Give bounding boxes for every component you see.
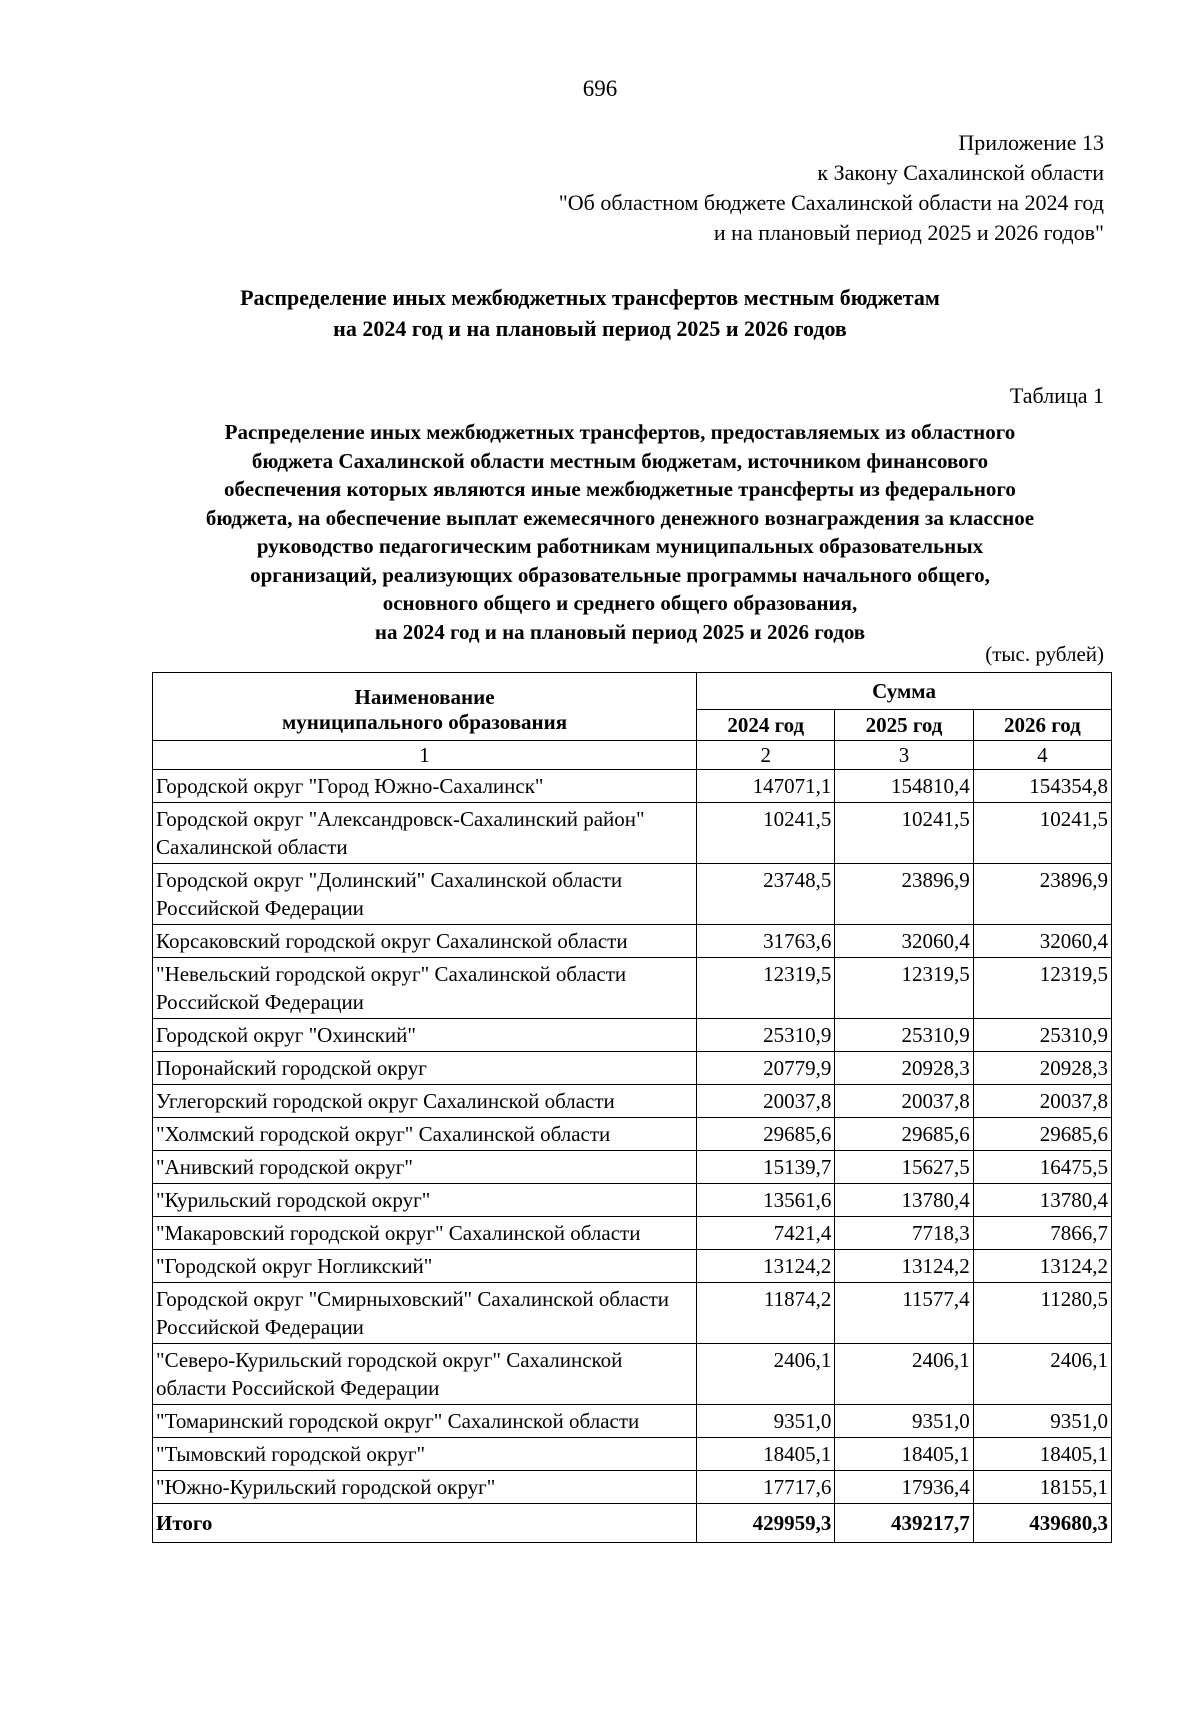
table-row <box>153 1471 1112 1504</box>
value-2025: 17936,4 <box>835 1471 973 1504</box>
value-2025: 15627,5 <box>835 1151 973 1184</box>
value-2026: 13780,4 <box>973 1184 1111 1217</box>
column-index: 4 <box>973 741 1111 770</box>
value-2024: 20037,8 <box>697 1085 835 1118</box>
value-2024: 7421,4 <box>697 1217 835 1250</box>
value-2024: 15139,7 <box>697 1151 835 1184</box>
value-2024: 12319,5 <box>697 958 835 1019</box>
table-row <box>153 1085 1112 1118</box>
table-title-line: Распределение иных межбюджетных трансфертов, предоставляемых из областного <box>224 420 1016 444</box>
value-2025: 154810,4 <box>835 770 973 803</box>
municipality-name: "Анивский городской округ" <box>153 1151 697 1184</box>
table-row <box>153 1283 1112 1344</box>
main-title-line: Распределение иных межбюджетных трансфертов местным бюджетам <box>240 285 940 310</box>
value-2026: 18405,1 <box>973 1438 1111 1471</box>
value-2026: 16475,5 <box>973 1151 1111 1184</box>
header-name-line: Наименование <box>354 684 495 709</box>
municipality-name: "Тымовский городской округ" <box>153 1438 697 1471</box>
total-row <box>153 1504 1112 1543</box>
table-label: Таблица 1 <box>1009 383 1104 408</box>
value-2026: 10241,5 <box>973 803 1111 864</box>
value-2025: 13124,2 <box>835 1250 973 1283</box>
header-name-line: муниципального образования <box>281 709 568 734</box>
table-title-line: организаций, реализующих образовательные программы начального общего, <box>250 562 990 587</box>
value-2026: 25310,9 <box>973 1019 1111 1052</box>
value-2026: 23896,9 <box>973 864 1111 925</box>
value-2025: 29685,6 <box>835 1118 973 1151</box>
appendix-line: "Об областном бюджете Сахалинской области на 2024 год <box>558 190 1104 215</box>
transfers-table <box>152 672 1112 1543</box>
table-title <box>140 418 1100 646</box>
municipality-name: Городской округ "Александровск-Сахалинский район" Сахалинской области <box>153 803 697 864</box>
table-title-line: основного общего и среднего общего образования, <box>382 591 858 615</box>
header-year-2026: 2026 год <box>973 710 1111 741</box>
column-index: 2 <box>697 741 835 770</box>
value-2026: 13124,2 <box>973 1250 1111 1283</box>
column-index: 1 <box>153 741 697 770</box>
value-2024: 13124,2 <box>697 1250 835 1283</box>
appendix-line: Приложение 13 <box>958 130 1104 155</box>
appendix-line: и на плановый период 2025 и 2026 годов" <box>713 220 1104 245</box>
municipality-name: Городской округ "Смирныховский" Сахалинской области Российской Федерации <box>153 1283 697 1344</box>
value-2026: 18155,1 <box>973 1471 1111 1504</box>
value-2026: 12319,5 <box>973 958 1111 1019</box>
value-2025: 9351,0 <box>835 1405 973 1438</box>
municipality-name: "Макаровский городской округ" Сахалинской области <box>153 1217 697 1250</box>
table-title-line: обеспечения которых являются иные межбюджетные трансферты из федерального <box>224 477 1016 501</box>
municipality-name: "Томаринский городской округ" Сахалинской области <box>153 1405 697 1438</box>
table-row <box>153 1184 1112 1217</box>
value-2025: 18405,1 <box>835 1438 973 1471</box>
value-2024: 29685,6 <box>697 1118 835 1151</box>
value-2024: 31763,6 <box>697 925 835 958</box>
value-2024: 20779,9 <box>697 1052 835 1085</box>
value-2026: 20037,8 <box>973 1085 1111 1118</box>
header-sum: Сумма <box>697 673 1112 710</box>
table-row <box>153 925 1112 958</box>
header-year-2024: 2024 год <box>697 710 835 741</box>
table-row <box>153 1438 1112 1471</box>
value-2024: 17717,6 <box>697 1471 835 1504</box>
table-title-line: руководство педагогическим работникам муниципальных образовательных <box>256 534 984 558</box>
table-title-line: на 2024 год и на плановый период 2025 и 2026 годов <box>374 619 866 644</box>
units-label: (тыс. рублей) <box>985 642 1104 666</box>
total-2024: 429959,3 <box>697 1504 835 1543</box>
value-2024: 10241,5 <box>697 803 835 864</box>
municipality-name: "Северо-Курильский городской округ" Сахалинской области Российской Федерации <box>153 1344 697 1405</box>
value-2024: 13561,6 <box>697 1184 835 1217</box>
value-2025: 2406,1 <box>835 1344 973 1405</box>
main-title <box>150 282 1030 344</box>
value-2025: 20928,3 <box>835 1052 973 1085</box>
total-2025: 439217,7 <box>835 1504 973 1543</box>
table-row <box>153 1019 1112 1052</box>
value-2025: 13780,4 <box>835 1184 973 1217</box>
value-2025: 7718,3 <box>835 1217 973 1250</box>
column-index: 3 <box>835 741 973 770</box>
table-row <box>153 770 1112 803</box>
value-2025: 11577,4 <box>835 1283 973 1344</box>
main-title-line: на 2024 год и на плановый период 2025 и 2026 годов <box>333 316 847 341</box>
table-row <box>153 1344 1112 1405</box>
value-2026: 32060,4 <box>973 925 1111 958</box>
value-2026: 9351,0 <box>973 1405 1111 1438</box>
table-title-line: бюджета Сахалинской области местным бюджетам, источником финансового <box>251 448 989 473</box>
value-2025: 25310,9 <box>835 1019 973 1052</box>
municipality-name: Углегорский городской округ Сахалинской области <box>153 1085 697 1118</box>
municipality-name: "Холмский городской округ" Сахалинской области <box>153 1118 697 1151</box>
value-2024: 18405,1 <box>697 1438 835 1471</box>
municipality-name: Городской округ "Охинский" <box>153 1019 697 1052</box>
municipality-name: Корсаковский городской округ Сахалинской области <box>153 925 697 958</box>
value-2026: 2406,1 <box>973 1344 1111 1405</box>
value-2026: 20928,3 <box>973 1052 1111 1085</box>
value-2024: 9351,0 <box>697 1405 835 1438</box>
appendix-line: к Закону Сахалинской области <box>817 160 1104 185</box>
table-row <box>153 864 1112 925</box>
header-name <box>153 673 697 741</box>
page-number: 696 <box>582 76 618 101</box>
value-2026: 29685,6 <box>973 1118 1111 1151</box>
value-2024: 25310,9 <box>697 1019 835 1052</box>
table-row <box>153 1217 1112 1250</box>
value-2026: 7866,7 <box>973 1217 1111 1250</box>
municipality-name: "Невельский городской округ" Сахалинской области Российской Федерации <box>153 958 697 1019</box>
table-row <box>153 1052 1112 1085</box>
municipality-name: "Городской округ Ногликский" <box>153 1250 697 1283</box>
value-2024: 147071,1 <box>697 770 835 803</box>
table-row <box>153 958 1112 1019</box>
value-2026: 154354,8 <box>973 770 1111 803</box>
municipality-name: "Курильский городской округ" <box>153 1184 697 1217</box>
municipality-name: "Южно-Курильский городской округ" <box>153 1471 697 1504</box>
value-2024: 23748,5 <box>697 864 835 925</box>
value-2025: 12319,5 <box>835 958 973 1019</box>
value-2025: 32060,4 <box>835 925 973 958</box>
municipality-name: Городской округ "Город Южно-Сахалинск" <box>153 770 697 803</box>
table-row <box>153 1250 1112 1283</box>
appendix-block <box>559 128 1104 248</box>
value-2024: 2406,1 <box>697 1344 835 1405</box>
table-body <box>153 770 1112 1504</box>
total-2026: 439680,3 <box>973 1504 1111 1543</box>
value-2025: 23896,9 <box>835 864 973 925</box>
municipality-name: Поронайский городской округ <box>153 1052 697 1085</box>
value-2025: 20037,8 <box>835 1085 973 1118</box>
municipality-name: Городской округ "Долинский" Сахалинской области Российской Федерации <box>153 864 697 925</box>
table-row <box>153 1151 1112 1184</box>
table-title-line: бюджета, на обеспечение выплат ежемесячного денежного вознаграждения за классное <box>205 505 1035 530</box>
total-label: Итого <box>153 1504 697 1543</box>
value-2025: 10241,5 <box>835 803 973 864</box>
value-2024: 11874,2 <box>697 1283 835 1344</box>
table-row <box>153 1405 1112 1438</box>
table-row <box>153 1118 1112 1151</box>
table-row <box>153 803 1112 864</box>
header-year-2025: 2025 год <box>835 710 973 741</box>
value-2026: 11280,5 <box>973 1283 1111 1344</box>
